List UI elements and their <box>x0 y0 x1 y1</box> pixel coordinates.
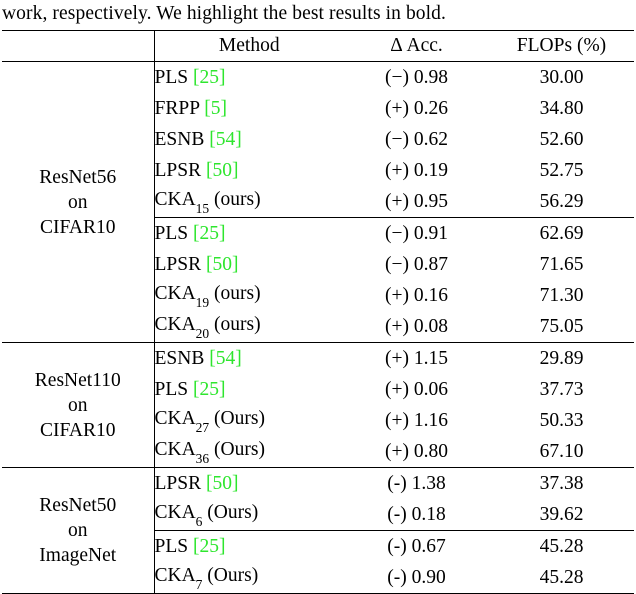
delta-acc-cell: (+) 0.19 <box>344 155 489 186</box>
method-name: CKA <box>155 502 196 523</box>
method-cell <box>154 311 344 343</box>
citation-ref[interactable]: [25] <box>193 223 226 244</box>
group-label-line: on <box>2 190 154 215</box>
results-table <box>2 30 634 594</box>
flops-cell: 37.38 <box>489 468 634 500</box>
delta-acc-cell: (+) 0.26 <box>344 93 489 124</box>
method-subscript: 19 <box>196 295 210 310</box>
delta-acc-cell: (+) 1.16 <box>344 405 489 436</box>
method-cell <box>154 62 344 94</box>
method-cell <box>154 124 344 155</box>
method-cell <box>154 531 344 563</box>
method-suffix: (Ours) <box>214 408 265 429</box>
delta-acc-cell: (−) 0.98 <box>344 62 489 94</box>
header-cell-acc: Δ Acc. <box>344 31 489 62</box>
citation-ref[interactable]: [25] <box>193 379 226 400</box>
method-cell <box>154 562 344 594</box>
table-row <box>2 62 634 94</box>
method-name: ESNB <box>155 129 205 150</box>
method-subscript: 27 <box>196 420 210 435</box>
method-subscript: 7 <box>196 577 203 592</box>
group-label-line: CIFAR10 <box>2 215 154 240</box>
method-cell <box>154 155 344 186</box>
method-name: LPSR <box>155 254 202 275</box>
citation-ref[interactable]: [54] <box>209 129 242 150</box>
method-name: CKA <box>155 565 196 586</box>
method-cell <box>154 186 344 218</box>
method-cell <box>154 374 344 405</box>
group-label-line: ResNet110 <box>2 368 154 393</box>
flops-cell: 50.33 <box>489 405 634 436</box>
table-header-row <box>2 31 634 62</box>
method-suffix: (ours) <box>214 189 261 210</box>
method-name: CKA <box>155 408 196 429</box>
method-name: CKA <box>155 189 196 210</box>
delta-acc-cell: (-) 0.67 <box>344 531 489 563</box>
delta-acc-cell: (-) 0.18 <box>344 499 489 531</box>
flops-cell: 56.29 <box>489 186 634 218</box>
citation-ref[interactable]: [50] <box>206 160 239 181</box>
delta-acc-cell: (+) 0.80 <box>344 436 489 468</box>
method-subscript: 6 <box>196 514 203 529</box>
method-name: PLS <box>155 536 189 557</box>
delta-acc-cell: (+) 1.15 <box>344 343 489 375</box>
table-caption: work, respectively. We highlight the best results in bold. <box>0 0 636 30</box>
delta-acc-cell: (+) 0.16 <box>344 280 489 311</box>
method-name: PLS <box>155 379 189 400</box>
delta-acc-cell: (−) 0.91 <box>344 218 489 250</box>
method-name: PLS <box>155 223 189 244</box>
flops-cell: 34.80 <box>489 93 634 124</box>
flops-cell: 52.75 <box>489 155 634 186</box>
group-label-line: ResNet56 <box>2 165 154 190</box>
citation-ref[interactable]: [25] <box>193 67 226 88</box>
flops-cell: 71.30 <box>489 280 634 311</box>
method-name: CKA <box>155 314 196 335</box>
flops-cell: 37.73 <box>489 374 634 405</box>
group-label-line: ImageNet <box>2 543 154 568</box>
header-cell-blank <box>2 31 154 62</box>
method-cell <box>154 280 344 311</box>
flops-cell: 45.28 <box>489 562 634 594</box>
method-subscript: 20 <box>196 326 210 341</box>
group-label-line: on <box>2 518 154 543</box>
method-cell <box>154 343 344 375</box>
delta-acc-cell: (-) 0.90 <box>344 562 489 594</box>
flops-cell: 30.00 <box>489 62 634 94</box>
method-cell <box>154 468 344 500</box>
table-row <box>2 468 634 500</box>
method-name: CKA <box>155 439 196 460</box>
flops-cell: 62.69 <box>489 218 634 250</box>
method-name: LPSR <box>155 160 202 181</box>
flops-cell: 39.62 <box>489 499 634 531</box>
table-row <box>2 343 634 375</box>
flops-cell: 29.89 <box>489 343 634 375</box>
flops-cell: 45.28 <box>489 531 634 563</box>
group-label-line: CIFAR10 <box>2 418 154 443</box>
citation-ref[interactable]: [25] <box>193 536 226 557</box>
citation-ref[interactable]: [5] <box>204 98 227 119</box>
method-name: FRPP <box>155 98 200 119</box>
citation-ref[interactable]: [50] <box>206 473 239 494</box>
flops-cell: 75.05 <box>489 311 634 343</box>
header-cell-method: Method <box>154 31 344 62</box>
delta-acc-cell: (-) 1.38 <box>344 468 489 500</box>
method-name: PLS <box>155 67 189 88</box>
method-suffix: (ours) <box>214 314 261 335</box>
method-cell <box>154 499 344 531</box>
method-subscript: 36 <box>196 451 210 466</box>
group-label-line: on <box>2 393 154 418</box>
group-label-cell <box>2 343 154 468</box>
group-label-cell <box>2 468 154 594</box>
citation-ref[interactable]: [54] <box>209 348 242 369</box>
delta-acc-cell: (−) 0.62 <box>344 124 489 155</box>
method-cell <box>154 405 344 436</box>
method-cell <box>154 249 344 280</box>
delta-acc-cell: (+) 0.95 <box>344 186 489 218</box>
method-suffix: (Ours) <box>207 565 258 586</box>
delta-acc-cell: (+) 0.06 <box>344 374 489 405</box>
citation-ref[interactable]: [50] <box>206 254 239 275</box>
method-subscript: 15 <box>196 201 210 216</box>
table-body <box>2 31 634 594</box>
method-name: LPSR <box>155 473 202 494</box>
method-suffix: (Ours) <box>214 439 265 460</box>
flops-cell: 71.65 <box>489 249 634 280</box>
method-suffix: (Ours) <box>207 502 258 523</box>
method-name: ESNB <box>155 348 205 369</box>
delta-acc-cell: (+) 0.08 <box>344 311 489 343</box>
method-cell <box>154 218 344 250</box>
flops-cell: 67.10 <box>489 436 634 468</box>
group-label-cell <box>2 62 154 343</box>
flops-cell: 52.60 <box>489 124 634 155</box>
method-cell <box>154 436 344 468</box>
method-cell <box>154 93 344 124</box>
method-name: CKA <box>155 283 196 304</box>
method-suffix: (ours) <box>214 283 261 304</box>
delta-acc-cell: (−) 0.87 <box>344 249 489 280</box>
header-cell-flops: FLOPs (%) <box>489 31 634 62</box>
group-label-line: ResNet50 <box>2 493 154 518</box>
